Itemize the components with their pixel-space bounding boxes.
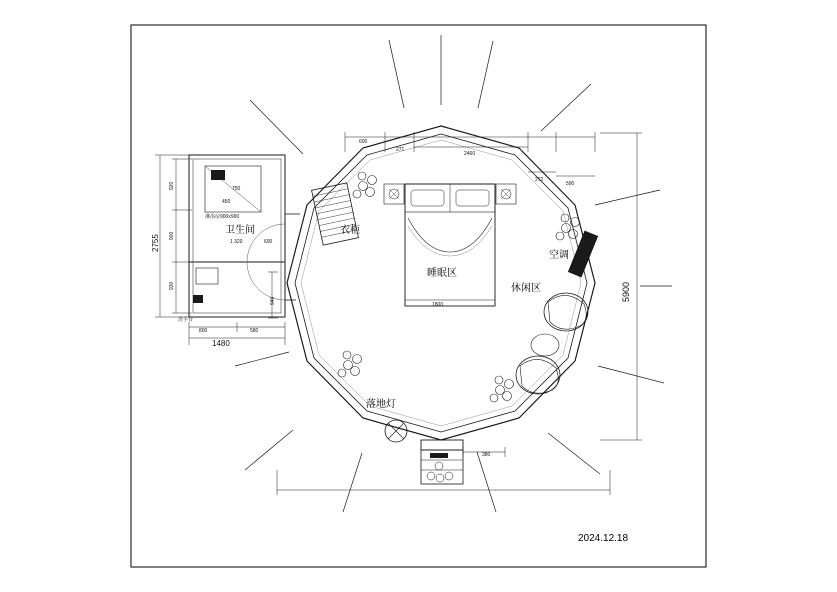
label-leisure-area: 休闲区 xyxy=(511,283,541,294)
dim-left-lower: 930 xyxy=(169,281,175,290)
dim-door-width: 380 xyxy=(482,452,491,458)
dim-left-mid: 900 xyxy=(169,231,175,240)
dim-top-a: 600 xyxy=(359,139,368,145)
dim-bath-bottom-note: 洗手台 xyxy=(178,317,194,323)
dim-bath-door: 940 xyxy=(270,296,276,305)
dim-bed-width: 1800 xyxy=(432,302,444,308)
label-floor-lamp: 落地灯 xyxy=(366,399,396,410)
dim-bottom-left-total: 1480 xyxy=(212,339,230,348)
sheet-border xyxy=(131,25,706,567)
dim-bath-inner-a: 1 320 xyxy=(230,239,243,245)
dim-bottom-left-b: 580 xyxy=(250,328,259,334)
entry-mat xyxy=(430,453,448,458)
dim-top-e: 590 xyxy=(566,181,575,187)
sink-marker xyxy=(193,295,203,303)
dim-top-b: 271 xyxy=(396,147,405,153)
label-sleeping-area: 睡眠区 xyxy=(427,268,457,279)
label-bathroom: 卫生间 xyxy=(225,225,255,236)
dim-left-overall: 2755 xyxy=(151,234,160,252)
dim-bath-note: 淋浴房900x900 xyxy=(205,214,240,220)
dim-bath-small2: 450 xyxy=(222,199,231,205)
wc-fixture xyxy=(211,170,225,180)
label-air-conditioner: 空调 xyxy=(549,250,569,261)
dim-bottom-left-a: 800 xyxy=(199,328,208,334)
dim-left-upper: 920 xyxy=(169,181,175,190)
dim-top-c: 2460 xyxy=(464,151,476,157)
dim-bath-inner-b: 600 xyxy=(264,239,273,245)
label-wardrobe: 衣柜 xyxy=(340,225,360,236)
dim-bath-small: 750 xyxy=(232,186,241,192)
dim-right-overall: 5900 xyxy=(621,281,631,302)
dim-top-d: 272 xyxy=(535,177,544,183)
title-block-date: 2024.12.18 xyxy=(578,533,629,544)
